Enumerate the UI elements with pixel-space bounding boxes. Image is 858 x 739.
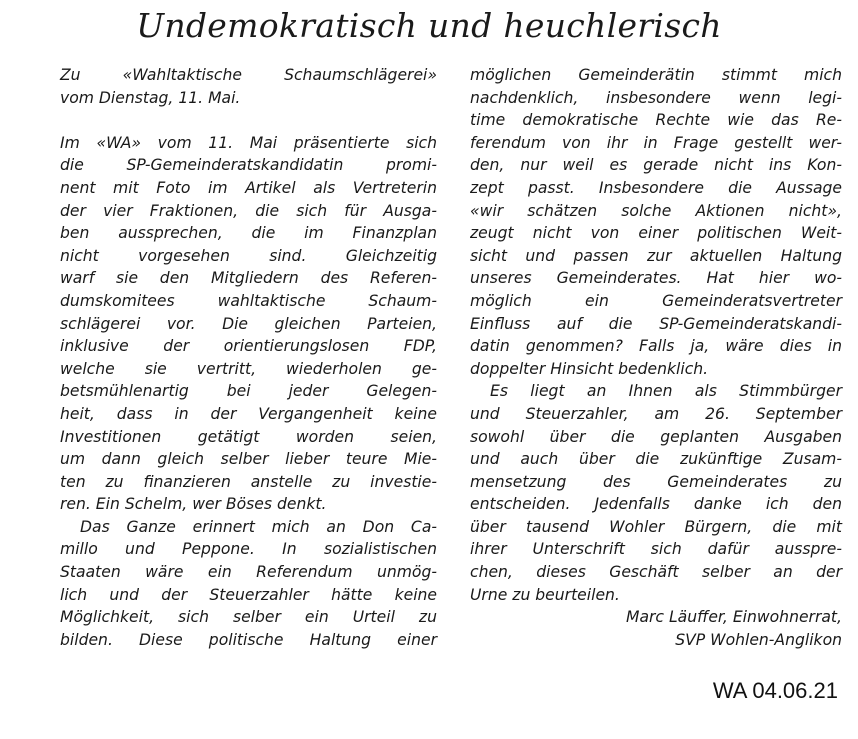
- body-line: und auch über die zukünftige Zusam-: [470, 450, 842, 469]
- signature-line: SVP Wohlen-Anglikon: [675, 630, 842, 649]
- body-line: chen, dieses Geschäft selber an der: [470, 563, 842, 582]
- body-line: mensetzung des Gemeinderates zu: [470, 472, 842, 491]
- body-line: sowohl über die geplanten Ausgaben: [470, 427, 842, 446]
- body-line: nent mit Foto im Artikel als Vertreterin: [60, 178, 437, 197]
- right-column: [470, 64, 842, 651]
- body-line: den, nur weil es gerade nicht ins Kon-: [470, 156, 842, 175]
- body-line: nicht vorgesehen sind. Gleichzeitig: [60, 246, 437, 265]
- body-line: Urne zu beurteilen.: [470, 585, 620, 604]
- body-line: ten zu finanzieren anstelle zu investie-: [60, 472, 437, 491]
- body-line: dumskomitees wahltaktische Schaum-: [60, 291, 437, 310]
- body-line: lich und der Steuerzahler hätte keine: [60, 585, 437, 604]
- reference-line: vom Dienstag, 11. Mai.: [60, 88, 241, 107]
- body-line: betsmühlenartig bei jeder Gelegen-: [60, 382, 437, 401]
- body-line: ferendum von ihr in Frage gestellt wer-: [470, 133, 842, 152]
- body-line: Es liegt an Ihnen als Stimmbürger: [490, 382, 842, 401]
- headline: Undemokratisch und heuchlerisch: [136, 6, 722, 45]
- body-line: inklusive der orientierungslosen FDP,: [60, 337, 437, 356]
- body-line: ben aussprechen, die im Finanzplan: [60, 224, 437, 243]
- body-line: Staaten wäre ein Referendum unmög-: [60, 563, 437, 582]
- body-line: sicht und passen zur aktuellen Haltung: [470, 246, 842, 265]
- body-line: zept passt. Insbesondere die Aussage: [470, 178, 842, 197]
- body-line: und Steuerzahler, am 26. September: [470, 404, 842, 423]
- body-line: Möglichkeit, sich selber ein Urteil zu: [60, 608, 437, 627]
- paragraph-gap: [60, 109, 437, 132]
- body-line: möglichen Gemeinderätin stimmt mich: [470, 66, 842, 84]
- body-line: schlägerei vor. Die gleichen Parteien,: [60, 314, 437, 333]
- body-line: unseres Gemeinderates. Hat hier wo-: [470, 269, 842, 288]
- body-line: ren. Ein Schelm, wer Böses denkt.: [60, 495, 327, 514]
- body-line: millo und Peppone. In sozialistischen: [60, 540, 437, 559]
- body-line: time demokratische Rechte wie das Re-: [470, 111, 842, 130]
- body-line: doppelter Hinsicht bedenklich.: [470, 359, 709, 378]
- body-line: möglich ein Gemeinderatsvertreter: [470, 291, 842, 310]
- body-line: «wir schätzen solche Aktionen nicht»,: [470, 201, 842, 220]
- body-line: heit, dass in der Vergangenheit keine: [60, 404, 437, 423]
- body-line: Investitionen getätigt worden seien,: [60, 427, 437, 446]
- body-line: bilden. Diese politische Haltung einer: [60, 630, 437, 649]
- body-line: Das Ganze erinnert mich an Don Ca-: [80, 517, 437, 536]
- body-line: entscheiden. Jedenfalls danke ich den: [470, 495, 842, 514]
- body-line: Einfluss auf die SP-Gemeinderatskandi-: [470, 314, 842, 333]
- date-stamp: WA 04.06.21: [712, 678, 838, 703]
- body-line: zeugt nicht von einer politischen Weit-: [470, 224, 842, 243]
- body-line: warf sie den Mitgliedern des Referen-: [60, 269, 437, 288]
- body-line: die SP-Gemeinderatskandidatin promi-: [60, 156, 437, 175]
- body-line: um dann gleich selber lieber teure Mie-: [60, 450, 437, 469]
- body-line: welche sie vertritt, wiederholen ge-: [60, 359, 437, 378]
- body-line: nachdenklich, insbesondere wenn legi-: [470, 88, 842, 107]
- reference-line: Zu «Wahltaktische Schaumschlägerei»: [60, 66, 437, 84]
- body-line: datin genommen? Falls ja, wäre dies in: [470, 337, 842, 356]
- body-line: Im «WA» vom 11. Mai präsentierte sich: [60, 133, 437, 152]
- body-line: ihrer Unterschrift sich dafür ausspre-: [470, 540, 842, 559]
- body-line: über tausend Wohler Bürgern, die mit: [470, 517, 842, 536]
- signature-line: Marc Läuffer, Einwohnerrat,: [626, 608, 842, 627]
- body-line: der vier Fraktionen, die sich für Ausga-: [60, 201, 437, 220]
- left-column: [60, 64, 437, 651]
